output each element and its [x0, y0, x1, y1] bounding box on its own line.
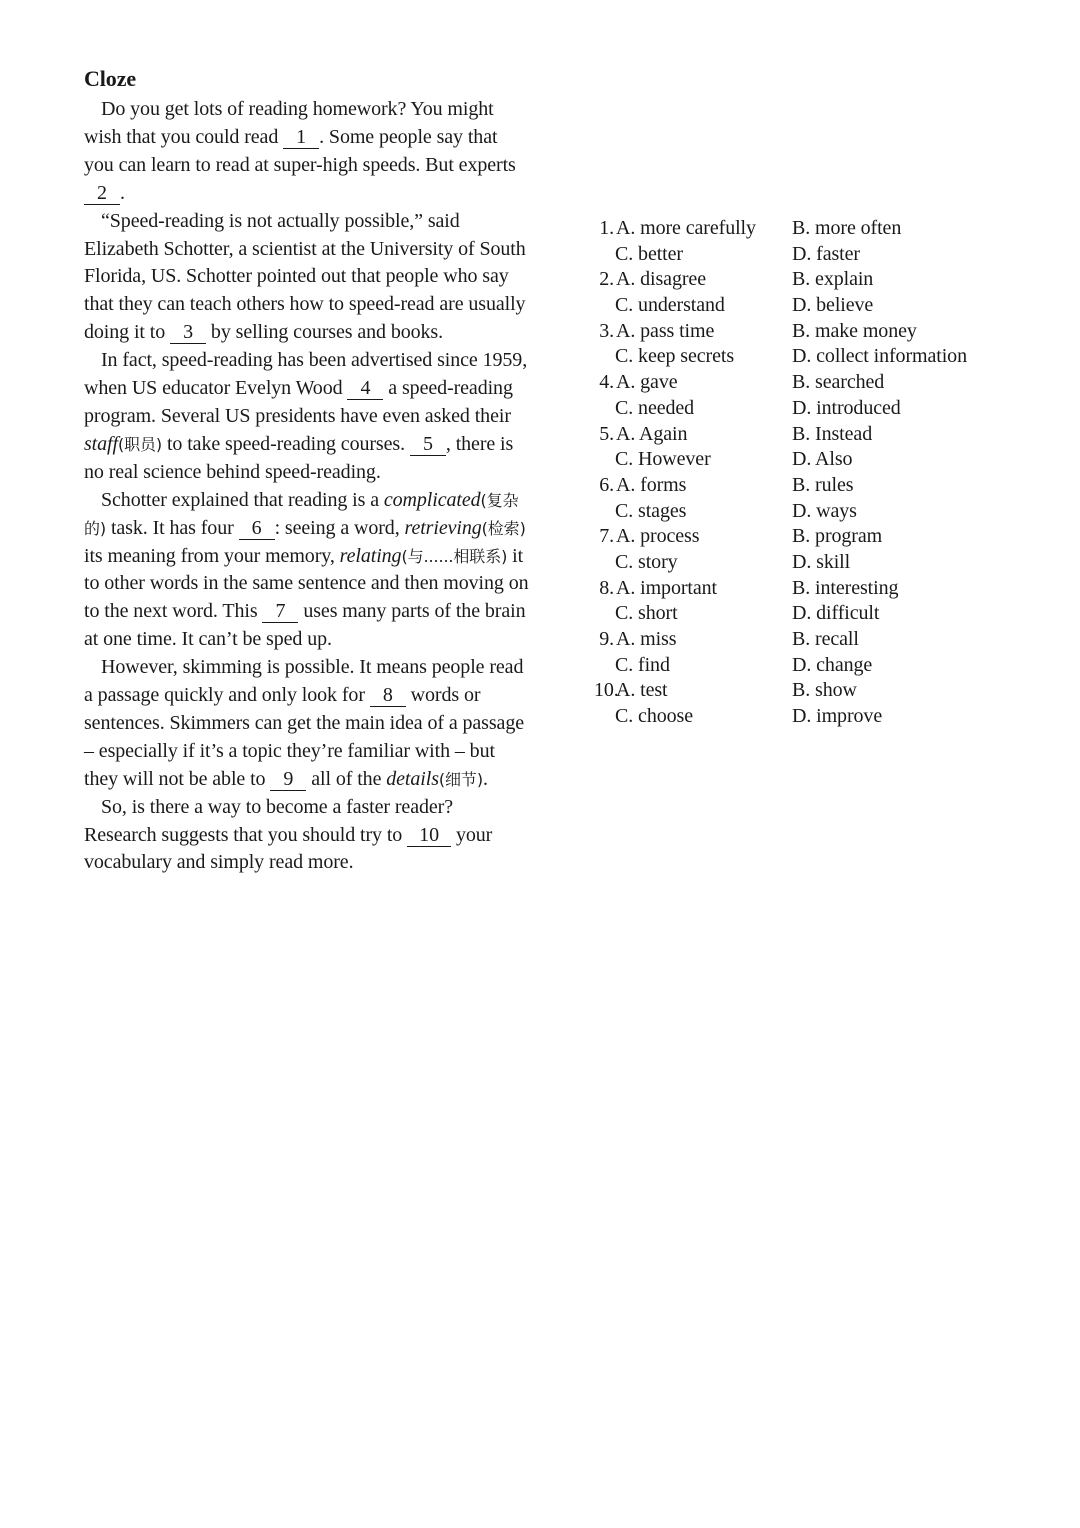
question-number: 3.: [599, 319, 614, 342]
question-number: 8.: [599, 576, 614, 599]
option-c[interactable]: C. understand: [615, 294, 725, 317]
text: your vocabulary and simply read more.: [84, 823, 493, 874]
paragraph-6: [84, 794, 529, 878]
vocab-gloss: (与......相联系): [401, 546, 508, 566]
text: Schotter explained that reading is a: [101, 488, 384, 511]
vocab-gloss: (检索): [481, 518, 526, 538]
option-b[interactable]: B. rules: [792, 473, 854, 496]
text: , there is no real science behind speed-reading.: [84, 432, 514, 483]
option-row-ab: [594, 319, 994, 345]
option-b[interactable]: B. Instead: [792, 422, 873, 445]
paragraph-1: [84, 96, 529, 208]
option-row-cd: [594, 447, 994, 473]
option-a[interactable]: A. more carefully: [616, 217, 756, 239]
blank-7[interactable]: 7: [262, 601, 298, 623]
option-row-ab: [594, 422, 994, 448]
question-number: 4.: [599, 371, 614, 394]
vocab-word: relating: [339, 544, 402, 567]
text: all of the: [306, 767, 387, 790]
option-row-ab: [594, 524, 994, 550]
section-title: Cloze: [84, 66, 137, 91]
text: words or sentences. Skimmers can get the main idea of a passage – especially if it’s a topic they’re familiar with – but they will not be able to: [84, 684, 525, 790]
option-row-ab: [594, 267, 994, 293]
option-a[interactable]: A. gave: [616, 371, 678, 394]
option-c[interactable]: C. better: [615, 242, 683, 265]
option-d[interactable]: D. skill: [792, 550, 851, 573]
option-b[interactable]: B. searched: [792, 371, 885, 394]
blank-6[interactable]: 6: [239, 518, 275, 540]
text: . Some people say that you can learn to read at super-high speeds. But experts: [84, 125, 516, 176]
question-number: 6.: [599, 473, 614, 496]
option-d[interactable]: D. difficult: [792, 602, 880, 625]
option-d[interactable]: D. Also: [792, 448, 853, 471]
option-row-ab: [594, 576, 994, 602]
option-row-cd: [594, 242, 994, 268]
option-b[interactable]: B. program: [792, 525, 883, 548]
option-c[interactable]: C. However: [615, 448, 711, 471]
paragraph-3: [84, 347, 529, 487]
text: Do you get lots of reading homework? You might wish that you could read: [84, 98, 494, 148]
blank-8[interactable]: 8: [370, 685, 406, 707]
vocab-gloss: (职员): [117, 434, 163, 454]
option-b[interactable]: B. interesting: [792, 576, 899, 599]
option-b[interactable]: B. make money: [792, 319, 917, 342]
question-number: 7.: [599, 525, 614, 548]
answer-options: [594, 216, 994, 730]
blank-5[interactable]: 5: [410, 434, 446, 456]
cloze-passage: [84, 64, 529, 877]
vocab-gloss: (复杂的): [84, 490, 519, 538]
option-d[interactable]: D. change: [792, 653, 873, 676]
option-d[interactable]: D. ways: [792, 499, 857, 522]
vocab-word: staff: [84, 432, 118, 455]
blank-2[interactable]: 2: [84, 183, 120, 205]
text: a speed-reading program. Several US presidents have even asked their: [84, 377, 513, 427]
vocab-word: retrieving: [404, 516, 482, 539]
option-a[interactable]: A. test: [616, 679, 668, 702]
paragraph-2: [84, 208, 529, 348]
text: it to other words in the same sentence and then moving on to the next word. This: [84, 544, 529, 623]
blank-3[interactable]: 3: [170, 322, 206, 344]
text: task. It has four: [106, 516, 239, 539]
option-a[interactable]: A. Again: [616, 422, 688, 445]
question-number: 1.: [599, 217, 614, 239]
option-b[interactable]: B. show: [792, 679, 857, 702]
question-number: 5.: [599, 422, 614, 445]
option-row-cd: [594, 396, 994, 422]
option-row-ab: [594, 370, 994, 396]
blank-10[interactable]: 10: [407, 825, 451, 847]
option-c[interactable]: C. find: [615, 653, 670, 676]
option-row-ab: [594, 678, 994, 704]
option-a[interactable]: A. process: [616, 525, 700, 548]
option-d[interactable]: D. introduced: [792, 396, 901, 419]
option-b[interactable]: B. recall: [792, 628, 859, 650]
option-c[interactable]: C. keep secrets: [615, 345, 735, 368]
text: .: [482, 767, 488, 790]
text: uses many parts of the brain at one time. It can’t be sped up.: [84, 600, 526, 651]
blank-1[interactable]: 1: [283, 127, 319, 149]
option-row-cd: [594, 704, 994, 730]
text: by selling courses and books.: [206, 321, 444, 344]
option-row-cd: [594, 653, 994, 679]
vocab-word: complicated: [383, 488, 481, 511]
option-a[interactable]: A. miss: [616, 628, 677, 650]
blank-9[interactable]: 9: [270, 769, 306, 791]
vocab-word: details: [386, 767, 439, 790]
option-b[interactable]: B. explain: [792, 268, 874, 291]
text: : seeing a word,: [274, 516, 405, 539]
text: So, is there a way to become a faster reader? Research suggests that you should try to: [84, 795, 453, 846]
option-row-ab: [594, 627, 994, 653]
option-row-cd: [594, 293, 994, 319]
option-d[interactable]: D. believe: [792, 294, 874, 317]
option-row-ab: [594, 473, 994, 499]
text: In fact, speed-reading has been advertised since 1959, when US educator Evelyn Wood: [84, 349, 528, 400]
option-c[interactable]: C. short: [615, 602, 678, 625]
option-b[interactable]: B. more often: [792, 217, 902, 239]
paragraph-5: [84, 654, 529, 794]
option-c[interactable]: C. story: [615, 550, 678, 573]
text: to take speed-reading courses.: [162, 432, 410, 455]
text: However, skimming is possible. It means people read a passage quickly and only look for: [84, 656, 524, 707]
option-c[interactable]: C. choose: [615, 705, 693, 728]
text: its meaning from your memory,: [84, 544, 340, 567]
option-d[interactable]: D. collect information: [792, 345, 967, 368]
option-row-cd: [594, 344, 994, 370]
option-a[interactable]: A. important: [616, 576, 718, 599]
option-a[interactable]: A. disagree: [616, 268, 706, 291]
option-row-ab: [594, 216, 994, 242]
question-number: 10.: [594, 679, 619, 702]
option-d[interactable]: D. improve: [792, 705, 883, 728]
option-c[interactable]: C. stages: [615, 499, 687, 522]
option-c[interactable]: C. needed: [615, 396, 695, 419]
option-row-cd: [594, 601, 994, 627]
option-row-cd: [594, 550, 994, 576]
text: “Speed-reading is not actually possible,” said Elizabeth Schotter, a scientist at the University of South Florida, US. Schotter pointed out that people who say that they can teach others how to speed-read are usually doing it to: [84, 209, 526, 344]
paragraph-4: [84, 487, 529, 654]
question-number: 9.: [599, 628, 614, 650]
blank-4[interactable]: 4: [347, 378, 383, 400]
text: .: [120, 181, 125, 204]
option-d[interactable]: D. faster: [792, 242, 860, 265]
option-a[interactable]: A. pass time: [616, 319, 715, 342]
vocab-gloss: (细节): [438, 769, 483, 789]
option-a[interactable]: A. forms: [616, 473, 687, 496]
question-number: 2.: [599, 268, 614, 291]
option-row-cd: [594, 499, 994, 525]
